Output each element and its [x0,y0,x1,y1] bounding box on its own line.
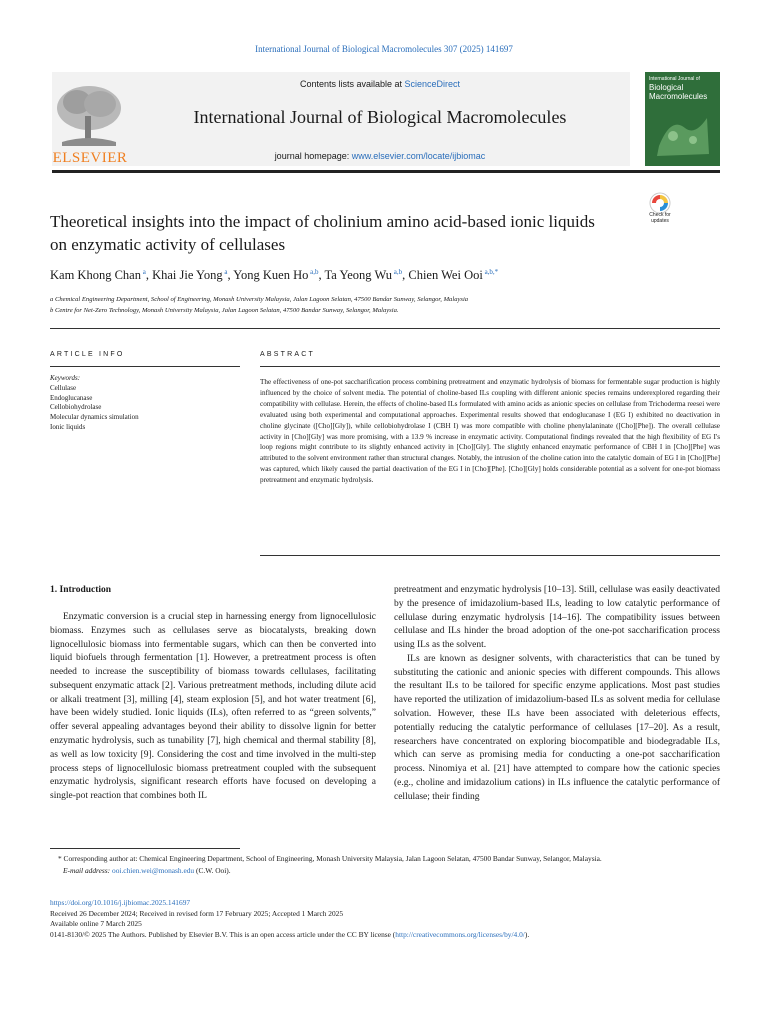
doi-link[interactable]: https://doi.org/10.1016/j.ijbiomac.2025.141697 [50,898,191,907]
author-name[interactable]: Kam Khong Chan [50,268,141,283]
keywords-block [50,374,240,433]
license-prefix: 0141-8130/© 2025 The Authors. Published by Elsevier B.V. This is an open access article under the CC BY license ( [50,929,396,939]
email-line [50,865,720,877]
author-name[interactable]: Ta Yeong Wu [324,268,393,283]
keywords-label: Keywords: [50,374,81,382]
license-suffix: ). [524,929,530,939]
author-separator: , [145,268,153,283]
check-for-updates-label: Check for updates [649,212,671,224]
author-affiliation-marker[interactable]: a,b,* [482,268,499,276]
body-paragraph: pretreatment and enzymatic hydrolysis [10–13]. Still, cellulase was easily deactivated by the presence of imidazolium-based ILs, leading to low catalytic performance of cellulase during enzymatic hydrolysis [14–16]. The compatibility issues between cellulase and ILs hinder the broad adoption of the one-pot saccharification process using ILs as the solvent. [394,585,720,651]
contents-prefix: Contents lists available at [299,79,405,89]
article-title: Theoretical insights into the impact of cholinium amino acid-based ionic liquids on enzymatic activity of cellulases [50,212,595,254]
journal-reference[interactable]: International Journal of Biological Macromolecules 307 (2025) 141697 [255,44,513,54]
homepage-prefix: journal homepage: [274,151,352,161]
email-label: E-mail address: [63,865,112,875]
cover-illustration [651,106,715,160]
article-info-heading: ARTICLE INFO [50,351,125,358]
cover-supertitle: International Journal of [649,76,700,82]
body-paragraph: Enzymatic conversion is a crucial step in harnessing energy from lignocellulosic biomass. Enzymes such as cellulases serve as biocatalysts, breaking down lignocellulosic biomass into fermentable sugars, which can then be converted into liquid biofuels through fermentation [1]. However, a pretreatment process is often needed to increase the susceptibility of biomass towards cellulases, facilitating subsequent enzymatic attack [2]. Various pretreatment methods, including dilute acid or alkali treatment [3], milling [4], steam explosion [5], and hot water treatment [6], have been widely studied. Ionic liquids (ILs), often referred to as “green solvents,” offer several appealing advantages beyond their ability to dissolve lignin for better enzymatic hydrolysis, such as tunability [7], high chemical and thermal stability [8], as well as low toxicity [9]. Considering the cost and time involved in the multi-step process steps of lignocellulosic biomass pretreatment coupled with the subsequent enzymatic hydrolysis, significant research efforts have focused on developing a single-pot reaction that combines both IL [50,612,376,802]
header-rule [52,170,720,173]
keyword-item: Molecular dynamics simulation [50,413,139,422]
footnotes [50,853,720,876]
author-affiliation-marker[interactable]: a [222,268,228,276]
abstract-rule [260,366,720,367]
homepage-link[interactable]: www.elsevier.com/locate/ijbiomac [351,151,486,161]
keyword-item: Cellobiohydrolase [50,403,102,412]
journal-homepage-line [130,151,630,161]
author-separator: , [227,268,234,283]
license-link[interactable]: http://creativecommons.org/licenses/by/4.0/ [395,929,525,939]
introduction-heading: 1. Introduction [50,585,112,595]
elsevier-wordmark: ELSEVIER [52,150,128,166]
body-paragraph: ILs are known as designer solvents, with characteristics that can be tuned by substituting the cationic and anionic species with different compounds. This allows the resultant ILs to be tailored for specific enzyme applications. Most past studies have reported the utilization of imidazolium-based ILs as solvent media for cellulase solvation. However, these ILs have been associated with deleterious effects, potentially reducing the catalytic performance of cellulases [17–20]. As a result, researchers have concentrated on exploring biocompatible and biodegradable ILs, which can serve as promising media for conducting a one-pot saccharification process. Ninomiya et al. [21] have attempted to compare how the cationic species (e.g., choline and imidazolium cations) in ILs influence the catalytic performance of cellulase; their finding [394,653,720,802]
introduction-right-column [394,584,720,805]
affiliation-a: a Chemical Engineering Department, School of Engineering, Monash University Malaysia, Jalan Lagoon Selatan, 47500 Bandar Sunway, Selangor, Malaysia [50,296,469,303]
journal-cover-image[interactable] [645,72,720,166]
author-affiliation-marker[interactable]: a,b [392,268,403,276]
footnote-rule [50,848,240,849]
journal-title: International Journal of Biological Macromolecules [193,107,567,127]
article-metadata [50,898,730,940]
introduction-left-column [50,611,376,804]
email-suffix: (C.W. Ooi). [194,865,231,875]
contents-available-line [130,79,630,89]
license-line [50,930,730,941]
author-name[interactable]: Chien Wei Ooi [408,268,483,283]
email-link[interactable]: ooi.chien.wei@monash.edu [112,865,195,875]
affiliation-rule [50,328,720,329]
author-affiliation-marker[interactable]: a,b [308,268,319,276]
author-affiliation-marker[interactable]: a [140,268,146,276]
author-name[interactable]: Yong Kuen Ho [233,268,309,283]
available-online: Available online 7 March 2025 [50,919,142,929]
keyword-item: Cellulase [50,383,77,392]
abstract-text: The effectiveness of one-pot saccharification process combining pretreatment and enzymatic hydrolysis of biomass for fermentable sugar production is highly influenced by the choice of solvent media. The potential of choline-based ILs coupling with different anionic species remains underexplored regarding their compatibility with cellulase. Herein, the effects of choline-based ILs formulated with amino acids as anionic species on cellulase from Trichoderma reesei were evaluated using both experimental and computational approaches. Experimental results showed that endoglucanase I (EG I) exhibited no deactivation in choline glycinate ([Cho][Gly]), while cellobiohydrolase I (CBH I) was more compatible with choline phenylalaninate ([Cho][Phe]). The overall cellulase activity in [Cho][Gly] was more promising, with a 13.9 % increase in enzymatic activity. Computational findings revealed that the high flexibility of EG I's loop regions might contribute to its slightly enhanced activity in [Cho][Gly]. The slightly enhanced enzymatic performance of CBH I in [Cho][Phe] was attributed to the solvent environment rather than structural changes. Notably, the intrusion of the choline cation into the catalytic domain of EG I in [Cho][Phe] was captured, which likely caused the partial deactivation of the EG I in [Cho][Phe]. [Cho][Gly] holds considerable potential as a solvent for one-pot biomass pretreatment and enzymatic hydrolysis. [260,378,720,485]
author-list [50,268,720,283]
author-separator: , [318,268,325,283]
sciencedirect-link[interactable]: ScienceDirect [404,79,461,89]
author-name[interactable]: Khai Jie Yong [152,268,223,283]
abstract-heading: ABSTRACT [260,351,315,358]
corresponding-author-note: * Corresponding author at: Chemical Engineering Department, School of Engineering, Monash University Malaysia, Jalan Lagoon Selatan, 47500 Bandar Sunway, Selangor, Malaysia. [58,854,602,863]
keyword-item: Ionic liquids [50,422,86,431]
received-dates: Received 26 December 2024; Received in revised form 17 February 2025; Accepted 1 March 2025 [50,908,344,918]
cover-title: Biological Macromolecules [649,83,708,101]
article-info-rule [50,366,240,367]
abstract-bottom-rule [260,555,720,556]
affiliation-b: b Centre for Net-Zero Technology, Monash University Malaysia, Jalan Lagoon Selatan, 47500 Bandar Sunway, Selangor, Malaysia. [50,307,399,314]
keyword-item: Endoglucanase [50,393,93,402]
author-separator: , [402,268,409,283]
